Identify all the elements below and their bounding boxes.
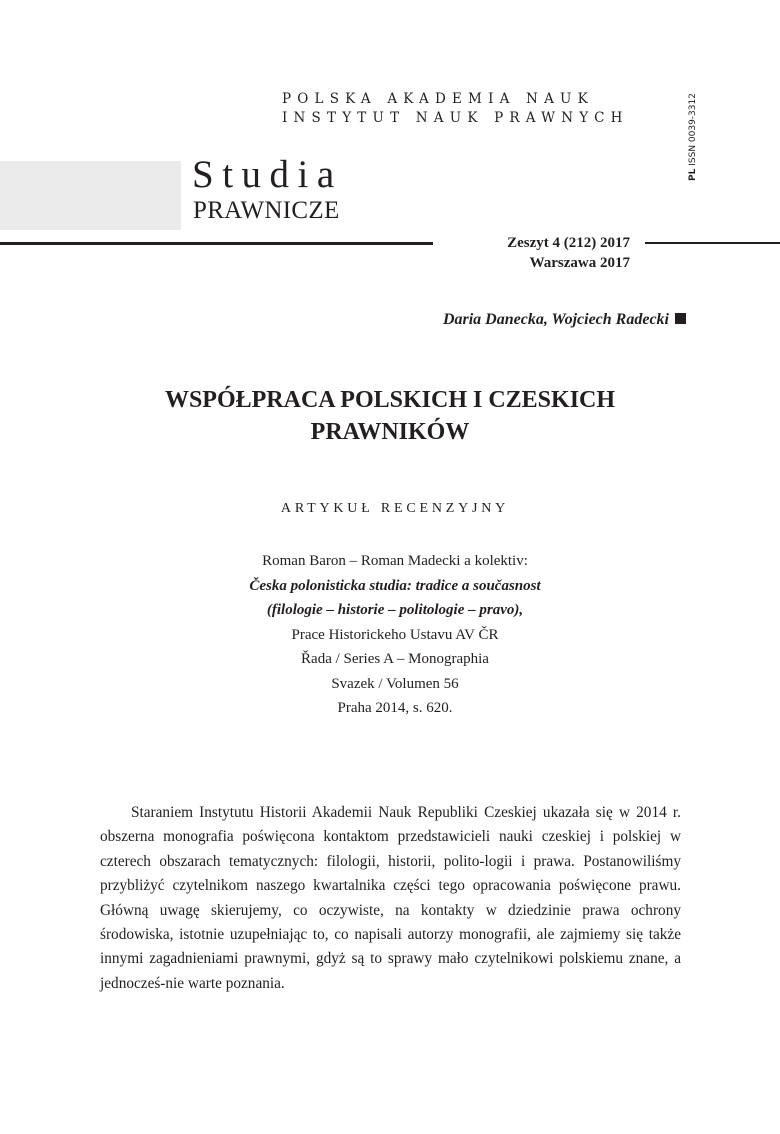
article-title-line: PRAWNIKÓW: [310, 419, 470, 445]
institute-name: INSTYTUT NAUK PRAWNYCH: [282, 110, 629, 126]
reviewed-series: Řada / Series A – Monographia: [301, 651, 489, 667]
reviewed-title: Česka polonisticka studia: tradice a současnost: [249, 577, 541, 594]
authors-text: Daria Danecka, Wojciech Radecki: [442, 311, 669, 328]
header-rule-right: [645, 242, 780, 244]
header-rule-left: [0, 242, 433, 245]
decorative-gray-block: [0, 161, 181, 230]
journal-title: Studia: [192, 153, 343, 196]
issn-country: PL: [688, 168, 698, 181]
institution-name: POLSKA AKADEMIA NAUK: [282, 91, 594, 107]
journal-subtitle: PRAWNICZE: [193, 197, 340, 224]
reviewed-editors: Roman Baron – Roman Madecki a kolektiv:: [262, 553, 528, 569]
article-authors: [300, 311, 686, 329]
article-type: ARTYKUŁ RECENZYJNY: [280, 501, 510, 516]
reviewed-series: Prace Historickeho Ustavu AV ČR: [291, 626, 499, 643]
issue-number: Zeszyt 4 (212) 2017: [507, 235, 630, 251]
issn-number: ISSN 0039-3312: [688, 93, 698, 166]
reviewed-publication: Praha 2014, s. 620.: [337, 700, 453, 716]
body-text: [100, 801, 681, 996]
body-paragraph: Staraniem Instytutu Historii Akademii Nauk Republiki Czeskiej ukazała się w 2014 r. obszerna monografia poświęcona kontaktom przedstawicieli nauki czeskiej i polskiej w czterech obszarach tematycznych: filologii, historii, polito-logii i prawa. Postanowiliśmy przybliżyć czytelnikom naszego kwartalnika części tego opracowania poświęcone prawu. Główną uwagę skierujemy, co oczywiste, na kontakty w dziedzinie prawa ochrony środowiska, istotnie uzupełniając to, co napisali autorzy monografii, ale zajmiemy się także innymi zagadnieniami prawnymi, gdyż są to sprawy mało czytelnikowi polskiemu znane, a jednocześ-nie warte poznania.: [100, 804, 681, 992]
article-title: [60, 384, 720, 448]
square-bullet-icon: [675, 313, 686, 324]
issn-label: [688, 82, 702, 192]
article-title-line: WSPÓŁPRACA POLSKICH I CZESKICH: [164, 387, 616, 413]
reviewed-volume: Svazek / Volumen 56: [331, 675, 459, 692]
issue-place-year: Warszawa 2017: [529, 255, 630, 271]
reviewed-title-subtitle: (filologie – historie – politologie – pravo),: [266, 602, 524, 618]
reviewed-work-citation: [150, 549, 640, 721]
issue-info: [440, 233, 630, 273]
